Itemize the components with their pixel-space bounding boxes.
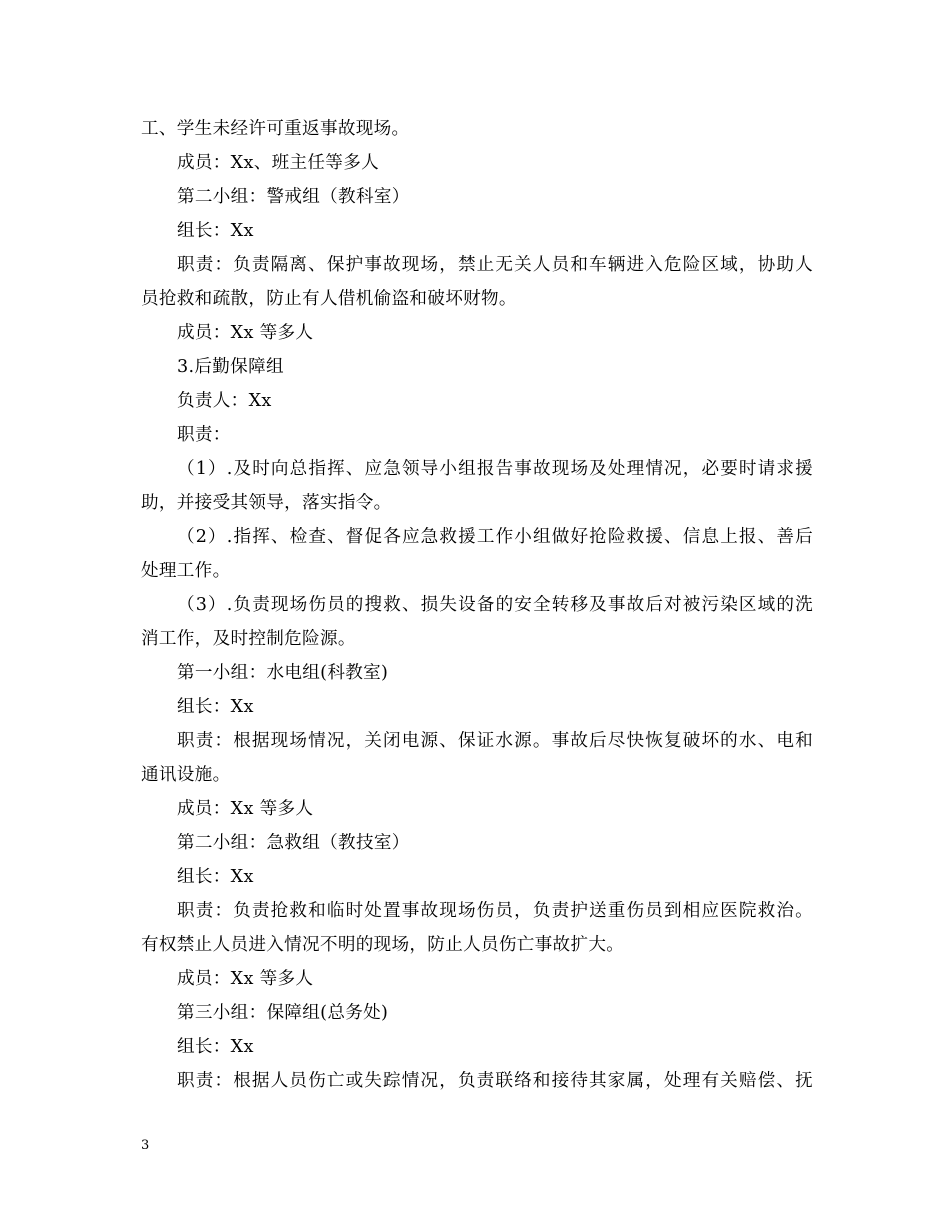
text-line: 处理工作。: [141, 561, 231, 581]
text-line: 职责：负责抢救和临时处置事故现场伤员，负责护送重伤员到相应医院救治。: [177, 901, 813, 921]
text-line: 助，并接受其领导，落实指令。: [141, 493, 392, 513]
text-line: 消工作，及时控制危险源。: [141, 629, 356, 649]
text-line: 成员：Xx 等多人: [177, 969, 314, 989]
text-line: 工、学生未经许可重返事故现场。: [141, 119, 410, 139]
section-heading: 第三小组：保障组(总务处): [177, 1003, 389, 1023]
section-heading: 第一小组：水电组(科教室): [177, 663, 389, 683]
text-line: 通讯设施。: [141, 765, 231, 785]
text-line: （2）.指挥、检查、督促各应急救援工作小组做好抢险救援、信息上报、善后: [177, 527, 813, 547]
section-heading: 第二小组：警戒组（教科室）: [177, 187, 410, 207]
page-number: 3: [141, 1138, 150, 1153]
text-line: 组长：Xx: [177, 867, 254, 887]
text-line: 成员：Xx、班主任等多人: [177, 153, 379, 173]
section-heading: 3.后勤保障组: [177, 357, 284, 377]
text-line: 职责：根据人员伤亡或失踪情况，负责联络和接待其家属，处理有关赔偿、抚: [177, 1071, 813, 1091]
text-line: （1）.及时向总指挥、应急领导小组报告事故现场及处理情况，必要时请求援: [177, 459, 813, 479]
text-line: （3）.负责现场伤员的搜救、损失设备的安全转移及事故后对被污染区域的洗: [177, 595, 813, 615]
text-line: 职责：: [177, 425, 231, 445]
text-line: 员抢救和疏散，防止有人借机偷盗和破坏财物。: [141, 289, 517, 309]
text-line: 组长：Xx: [177, 221, 254, 241]
text-line: 职责：根据现场情况，关闭电源、保证水源。事故后尽快恢复破坏的水、电和: [177, 731, 813, 751]
text-line: 负责人：Xx: [177, 391, 272, 411]
text-line: 职责：负责隔离、保护事故现场，禁止无关人员和车辆进入危险区域，协助人: [177, 255, 813, 275]
text-line: 成员：Xx 等多人: [177, 799, 314, 819]
text-line: 组长：Xx: [177, 697, 254, 717]
section-heading: 第二小组：急救组（教技室）: [177, 833, 410, 853]
text-line: 组长：Xx: [177, 1037, 254, 1057]
document-body: [141, 112, 813, 1098]
text-line: 成员：Xx 等多人: [177, 323, 314, 343]
text-line: 有权禁止人员进入情况不明的现场，防止人员伤亡事故扩大。: [141, 935, 625, 955]
